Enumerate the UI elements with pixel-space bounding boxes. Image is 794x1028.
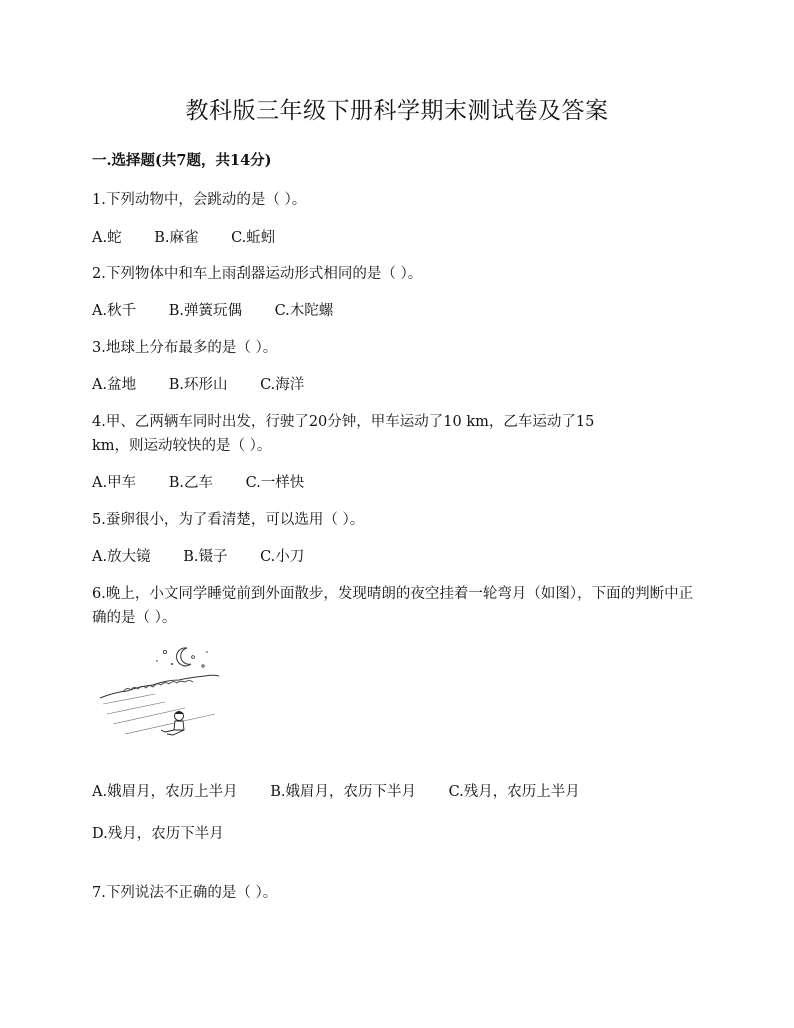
question-6-stem: 6.晚上，小文同学睡觉前到外面散步，发现晴朗的夜空挂着一轮弯月（如图），下面的判断中正确的是（ ）。 [92, 586, 694, 626]
section-heading: 一.选择题(共7题，共14分) [92, 152, 272, 169]
child-body [174, 721, 184, 730]
question-4-stem: 4.甲、乙两辆车同时出发，行驶了20分钟，甲车运动了10 km，乙车运动了15 km，则运动较快的是（ ）。 [92, 414, 595, 454]
question-2-options [92, 300, 361, 322]
option-a: A.蛇 [92, 230, 122, 246]
option-b: B.娥眉月，农历下半月 [270, 784, 416, 800]
question-2-stem: 2.下列物体中和车上雨刮器运动形式相同的是（ ）。 [92, 266, 423, 282]
option-c: C.一样快 [245, 475, 305, 491]
option-a: A.甲车 [92, 475, 137, 491]
option-c: C.木陀螺 [274, 303, 334, 319]
option-c: C.小刀 [260, 549, 305, 565]
option-c: C.蚯蚓 [231, 230, 276, 246]
option-c: C.海洋 [260, 377, 305, 393]
option-c: C.残月，农历上半月 [448, 784, 580, 800]
option-a: A.娥眉月，农历上半月 [92, 784, 238, 800]
question-6-options-row1 [92, 781, 608, 803]
option-a: A.盆地 [92, 377, 137, 393]
ground-lines [103, 694, 215, 734]
question-5-stem: 5.蚕卵很小，为了看清楚，可以选用（ ）。 [92, 512, 365, 528]
star-icon [202, 665, 204, 667]
crescent-moon-illustration [95, 644, 225, 744]
star-icon [156, 660, 158, 662]
child-legs [161, 730, 184, 735]
star-icon [163, 650, 166, 653]
star-icon [171, 663, 173, 665]
treeline [123, 681, 193, 693]
option-b: B.弹簧玩偶 [168, 303, 242, 319]
option-d: D.残月，农历下半月 [92, 826, 224, 842]
question-1-options [92, 227, 303, 249]
option-b: B.环形山 [168, 377, 228, 393]
question-5-options [92, 546, 332, 568]
moon-icon [177, 648, 191, 666]
star-icon [192, 656, 195, 659]
option-b: B.镊子 [183, 549, 228, 565]
page-title: 教科版三年级下册科学期末测试卷及答案 [185, 98, 609, 124]
option-a: A.秋千 [92, 303, 137, 319]
question-4-options [92, 472, 332, 494]
option-b: B.乙车 [168, 475, 213, 491]
star-icon [206, 651, 208, 653]
question-7-stem: 7.下列说法不正确的是（ ）。 [92, 885, 278, 901]
question-6-options-row2 [92, 823, 252, 845]
option-a: A.放大镜 [92, 549, 151, 565]
question-1-stem: 1.下列动物中，会跳动的是（ ）。 [92, 192, 307, 208]
question-3-options [92, 374, 332, 396]
option-b: B.麻雀 [154, 230, 199, 246]
horizon-line [100, 675, 219, 698]
question-3-stem: 3.地球上分布最多的是（ ）。 [92, 340, 278, 356]
